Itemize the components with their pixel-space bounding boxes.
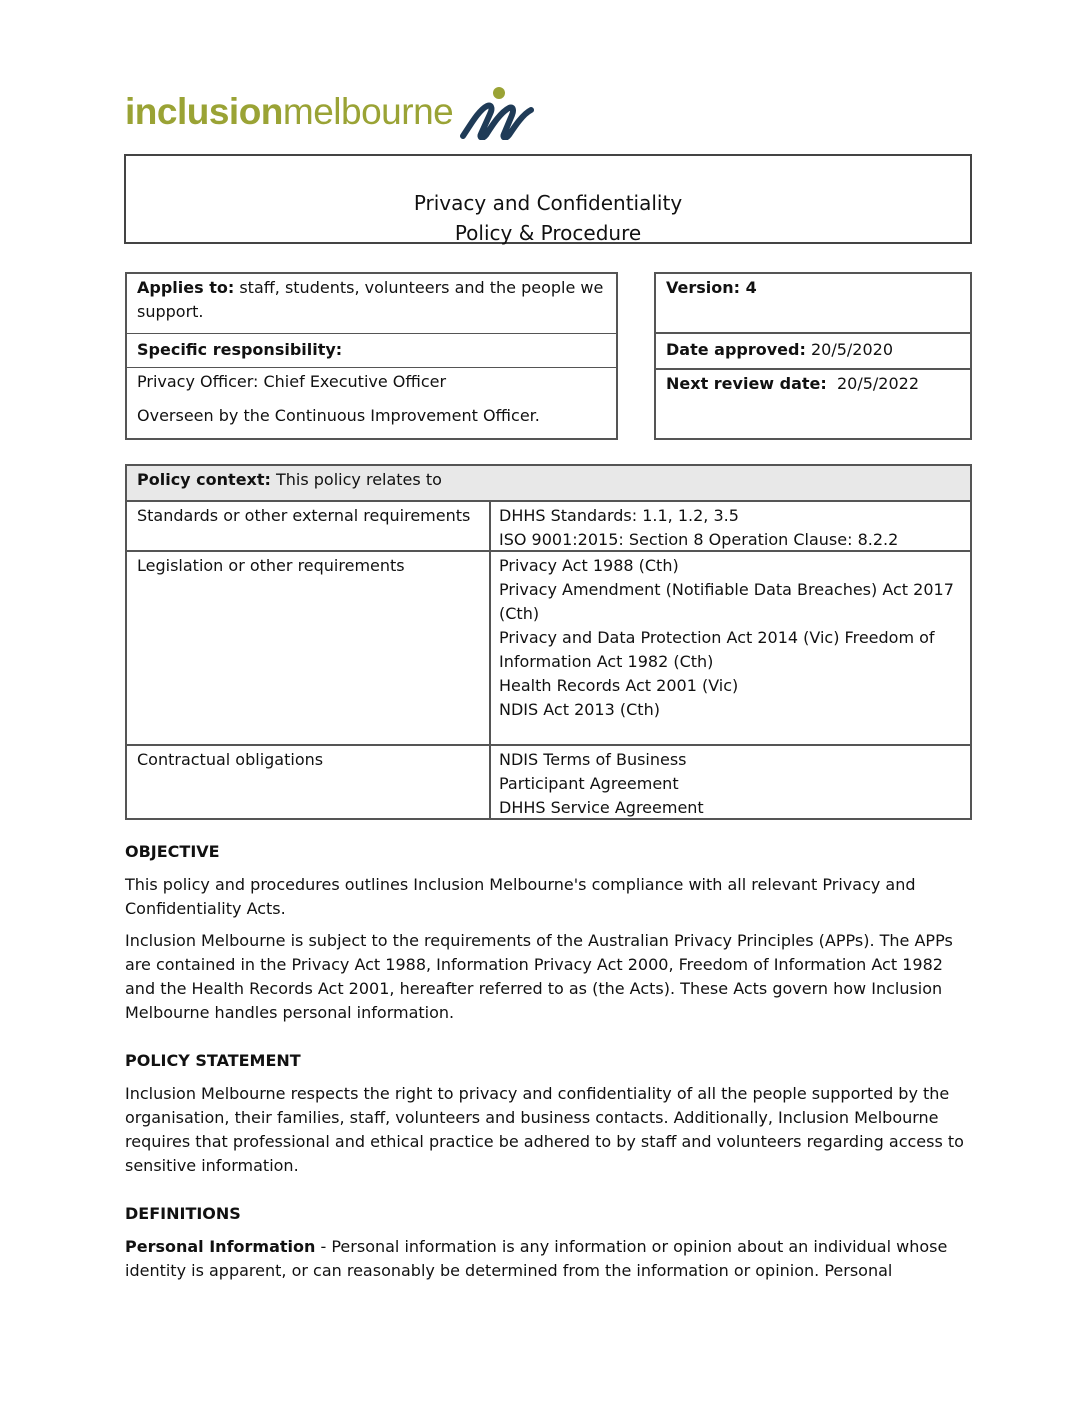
table-row	[127, 746, 970, 818]
logo-wordmark: inclusionmelbourne	[125, 91, 454, 132]
policy-statement-heading: POLICY STATEMENT	[125, 1051, 301, 1070]
policy-context-table	[125, 464, 972, 820]
table-row	[127, 502, 970, 552]
document-subtitle: Policy & Procedure	[454, 221, 642, 245]
row-values: Privacy Act 1988 (Cth) Privacy Amendment (Notifiable Data Breaches) Act 2017 (Cth) Privacy and Data Protection Act 2014 (Vic) Freedom of Information Act 1982 (Cth) Health Records Act 2001 (Vic) NDIS Act 2013 (Cth)	[499, 556, 954, 719]
row-label: Standards or other external requirements	[127, 502, 491, 550]
row-values: NDIS Terms of Business Participant Agreement DHHS Service Agreement	[499, 750, 704, 817]
organisation-logo	[125, 84, 541, 140]
objective-paragraph: Inclusion Melbourne is subject to the requirements of the Australian Privacy Principles (APPs). The APPs are contained in the Privacy Act 1988, Information Privacy Act 2000, Freedom of Information Act 1982 and the Health Records Act 2001, hereafter referred to as (the Acts). These Acts govern how Inclusion Melbourne handles personal information.	[125, 931, 953, 1022]
policy-body	[125, 840, 965, 1291]
objective-paragraph: This policy and procedures outlines Inclusion Melbourne's compliance with all relevant Privacy and Confidentiality Acts.	[125, 875, 916, 918]
applicability-box	[125, 272, 618, 440]
overseen-by-line: Overseen by the Continuous Improvement Officer.	[137, 406, 540, 425]
responsibility-values	[127, 368, 616, 438]
definition-personal-information: Personal Information - Personal information is any information or opinion about an individual whose identity is apparent, or can reasonably be determined from the information or opinion. Personal	[125, 1237, 948, 1280]
policy-context-header: Policy context: This policy relates to	[127, 466, 970, 502]
row-label: Contractual obligations	[127, 746, 491, 818]
date-approved-row: Date approved: 20/5/2020	[656, 334, 970, 370]
row-values: DHHS Standards: 1.1, 1.2, 3.5 ISO 9001:2015: Section 8 Operation Clause: 8.2.2	[499, 506, 899, 549]
definitions-heading: DEFINITIONS	[125, 1204, 241, 1223]
responsibility-label-row: Specific responsibility:	[127, 334, 616, 368]
objective-heading: OBJECTIVE	[125, 842, 220, 861]
table-row	[127, 552, 970, 746]
applies-to-row: Applies to: staff, students, volunteers and the people we support.	[127, 274, 616, 334]
version-row: Version: 4	[656, 274, 970, 334]
document-title: Privacy and Confidentiality	[413, 191, 683, 215]
document-title-box	[124, 154, 972, 244]
logo-im-mark-icon	[457, 84, 541, 140]
row-label: Legislation or other requirements	[127, 552, 491, 744]
policy-statement-paragraph: Inclusion Melbourne respects the right to privacy and confidentiality of all the people supported by the organisation, their families, staff, volunteers and business contacts. Additionally, Inclusion Melbourne requires that professional and ethical practice be adhered to by staff and volunteers regarding access to sensitive information.	[125, 1084, 964, 1175]
privacy-officer-line: Privacy Officer: Chief Executive Officer	[137, 372, 447, 391]
version-box	[654, 272, 972, 440]
next-review-row: Next review date: 20/5/2022	[666, 374, 920, 393]
